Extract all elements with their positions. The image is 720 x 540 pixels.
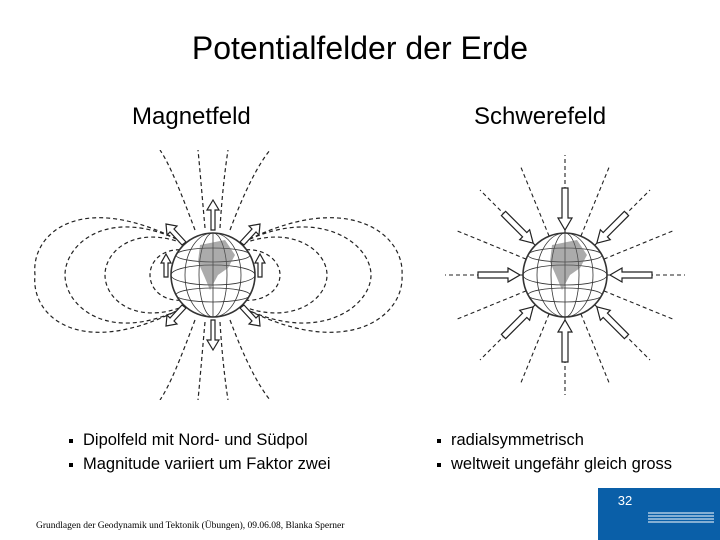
bullet-item: Dipolfeld mit Nord- und Südpol: [64, 428, 331, 452]
slide-footer: Grundlagen der Geodynamik und Tektonik (Übungen), 09.06.08, Blanka Sperner: [36, 521, 345, 531]
page-number-box: [598, 488, 720, 540]
gravity-radial-field-figure: [440, 150, 690, 400]
decorative-lines-icon: [648, 512, 714, 524]
schwerefeld-bullet-list: [432, 428, 672, 476]
schwerefeld-heading: Schwerefeld: [474, 103, 607, 130]
bullet-item: Magnitude variiert um Faktor zwei: [64, 452, 331, 476]
page-number: 32: [617, 493, 633, 508]
magnetfeld-heading: Magnetfeld: [132, 103, 251, 130]
slide-title: Potentialfelder der Erde: [191, 30, 529, 66]
bullet-item: weltweit ungefähr gleich gross: [432, 452, 672, 476]
magnetfeld-bullet-list: [64, 428, 331, 476]
magnetic-dipole-field-figure: [30, 150, 410, 400]
bullet-item: radialsymmetrisch: [432, 428, 672, 452]
